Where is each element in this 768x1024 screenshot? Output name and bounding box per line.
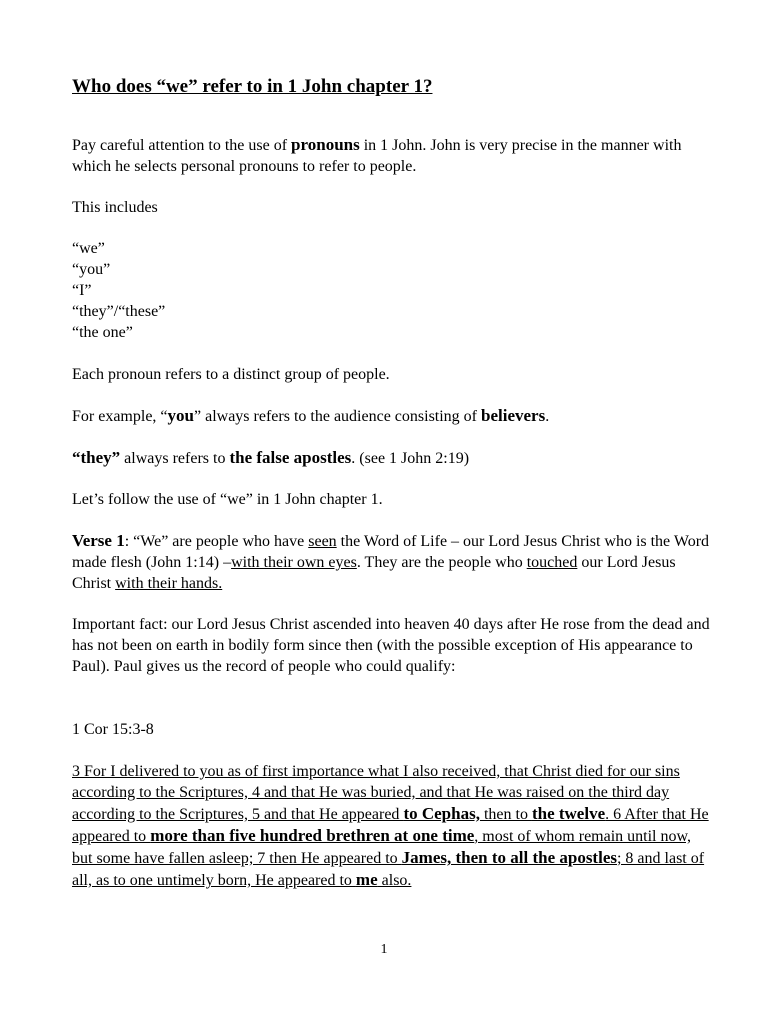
- example-text-3: .: [545, 408, 550, 425]
- pronoun-item: “they”/“these”: [72, 303, 166, 320]
- verse1-underline-hands: with their hands.: [115, 575, 223, 592]
- pronoun-item: “I”: [72, 282, 92, 299]
- example-bold-believers: believers: [481, 406, 546, 425]
- page-number: 1: [380, 942, 388, 957]
- verse1-text-2: the Word of Life – our Lord Jesus Christ who is the Word made flesh (John 1:14) –: [72, 533, 710, 571]
- quote-text-5: ; 8 and last of all, as to one untimely born, He appeared to: [72, 850, 705, 889]
- scripture-reference: 1 Cor 15:3-8: [72, 721, 154, 738]
- they-bold-they: “they”: [72, 448, 121, 467]
- example-text-2: ” always refers to the audience consisting of: [194, 408, 482, 425]
- includes-text: This includes: [72, 199, 158, 216]
- verse1-underline-seen: seen: [308, 533, 337, 550]
- quote-text-1: 3 For I delivered to you as of first importance what I also received, that Christ died for our sins according to the Scriptures, 4 and that He was buried, and that He was raised on the third day according to the Scriptures, 5 and that He appeared: [72, 763, 680, 823]
- example-bold-you: you: [167, 406, 194, 425]
- intro-paragraph: [72, 134, 712, 177]
- verse1-underline-eyes: with their own eyes: [231, 554, 357, 571]
- they-text-2: . (see 1 John 2:19): [351, 450, 470, 467]
- verse1-text-4: our Lord Jesus Christ: [72, 554, 676, 592]
- follow-paragraph: Let’s follow the use of “we” in 1 John chapter 1.: [72, 491, 383, 508]
- they-paragraph: [72, 447, 712, 469]
- quote-bold-james-apostles: James, then to all the apostles: [401, 848, 617, 867]
- verse1-text-3: . They are the people who: [356, 554, 527, 571]
- verse1-text-1: : “We” are people who have: [124, 533, 309, 550]
- they-text-1: always refers to: [120, 450, 230, 467]
- quote-text-4: , most of whom remain until now, but some have fallen asleep; 7 then He appeared to: [72, 828, 692, 867]
- quote-bold-me: me: [355, 870, 378, 889]
- quote-text-2: then to: [479, 806, 532, 823]
- pronoun-item: “the one”: [72, 324, 133, 341]
- intro-text-2: in 1 John. John is very precise in the manner with which he selects personal pronouns to refer to people.: [72, 137, 682, 175]
- distinct-paragraph: Each pronoun refers to a distinct group of people.: [72, 366, 390, 383]
- quote-bold-twelve: the twelve: [531, 804, 606, 823]
- pronoun-item: “we”: [72, 240, 105, 257]
- example-paragraph: [72, 405, 712, 427]
- intro-text-1: Pay careful attention to the use of: [72, 137, 292, 154]
- quote-bold-five-hundred: more than five hundred brethren at one time: [150, 826, 475, 845]
- fact-paragraph: Important fact: our Lord Jesus Christ ascended into heaven 40 days after He rose from the dead and has not been on earth in bodily form since then (with the possible exception of His appearance to Paul). Paul gives us the record of people who could qualify:: [72, 616, 710, 675]
- they-bold-false-apostles: the false apostles: [229, 448, 352, 467]
- quote-text-3: . 6 After that He appeared to: [72, 806, 709, 845]
- verse1-underline-touched: touched: [526, 554, 578, 571]
- page-title: Who does “we” refer to in 1 John chapter 1?: [72, 76, 433, 97]
- pronoun-item: “you”: [72, 261, 111, 278]
- intro-bold-pronouns: pronouns: [291, 135, 360, 154]
- verse1-label: Verse 1: [72, 531, 125, 550]
- example-text-1: For example, “: [72, 408, 168, 425]
- quote-bold-cephas: to Cephas,: [403, 804, 480, 823]
- scripture-quote: [72, 761, 712, 891]
- quote-text-6: also.: [377, 872, 412, 889]
- verse1-paragraph: [72, 530, 712, 594]
